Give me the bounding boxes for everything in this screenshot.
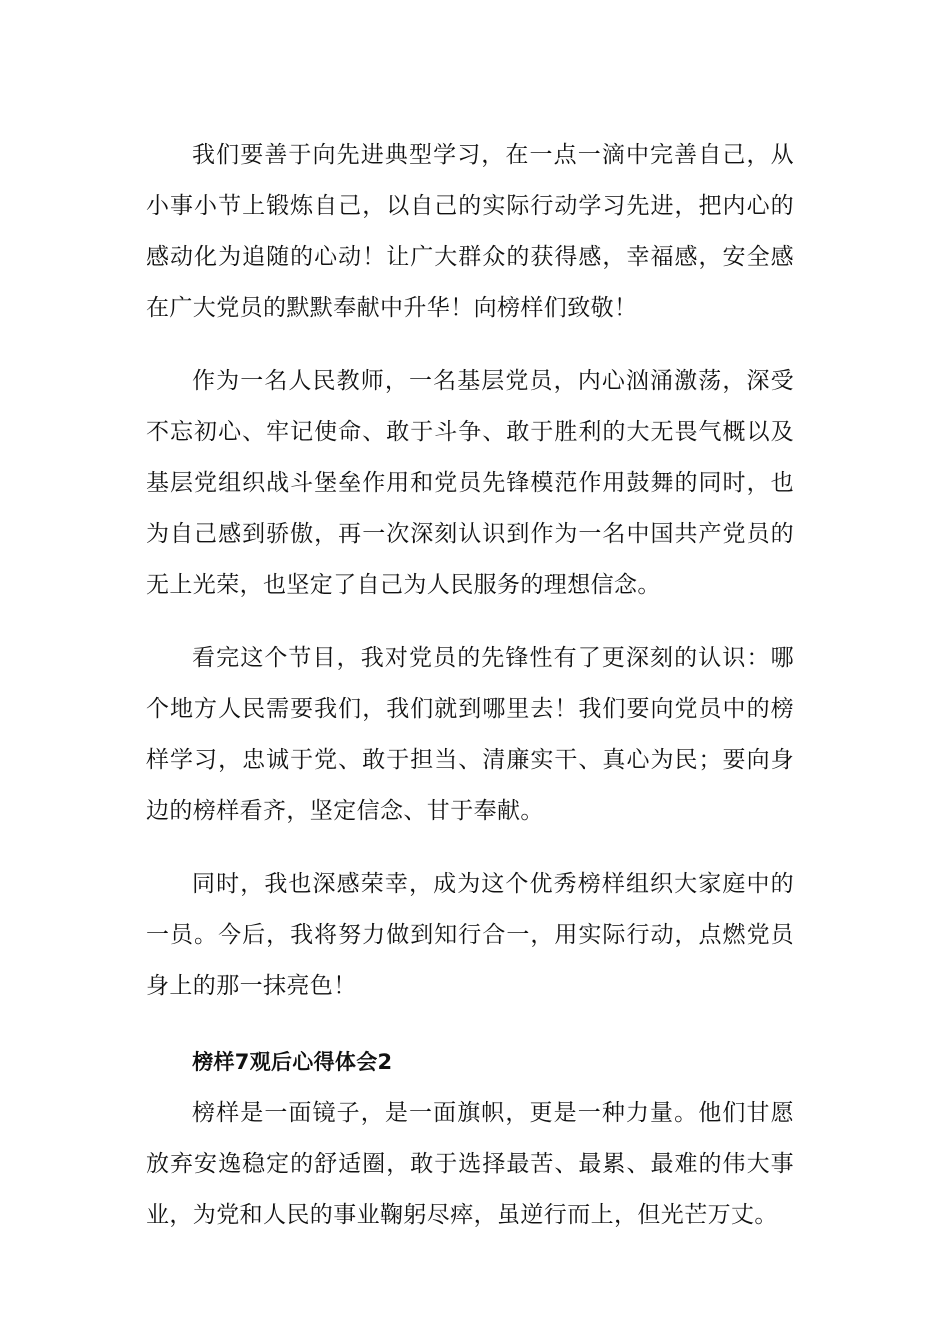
paragraph-gap bbox=[146, 837, 794, 859]
paragraph-3: 看完这个节目，我对党员的先锋性有了更深刻的认识：哪个地方人民需要我们，我们就到哪里去！我们要向党员中的榜样学习，忠诚于党、敢于担当、清廉实干、真心为民；要向身边的榜样看齐，坚定信念、甘于奉献。 bbox=[146, 645, 794, 824]
paragraph-4: 同时，我也深感荣幸，成为这个优秀榜样组织大家庭中的一员。今后，我将努力做到知行合一，用实际行动，点燃党员身上的那一抹亮色！ bbox=[146, 871, 794, 999]
paragraph-2: 作为一名人民教师，一名基层党员，内心汹涌激荡，深受不忘初心、牢记使命、敢于斗争、敢于胜利的大无畏气概以及基层党组织战斗堡垒作用和党员先锋模范作用鼓舞的同时，也为自己感到骄傲，再一次深刻认识到作为一名中国共产党员的无上光荣，也坚定了自己为人民服务的理想信念。 bbox=[146, 368, 794, 598]
paragraph-gap bbox=[146, 334, 794, 356]
paragraph-gap bbox=[146, 1012, 794, 1034]
document-body bbox=[146, 130, 794, 1241]
section-paragraph-1: 榜样是一面镜子，是一面旗帜，更是一种力量。他们甘愿放弃安逸稳定的舒适圈，敢于选择最苦、最累、最难的伟大事业，为党和人民的事业鞠躬尽瘁，虽逆行而上，但光芒万丈。 bbox=[146, 1100, 794, 1228]
paragraph-gap bbox=[146, 611, 794, 633]
paragraph-1: 我们要善于向先进典型学习，在一点一滴中完善自己，从小事小节上锻炼自己，以自己的实际行动学习先进，把内心的感动化为追随的心动！让广大群众的获得感，幸福感，安全感在广大党员的默默奉献中升华！向榜样们致敬！ bbox=[146, 142, 794, 321]
section-heading: 榜样7观后心得体会2 bbox=[192, 1050, 393, 1074]
